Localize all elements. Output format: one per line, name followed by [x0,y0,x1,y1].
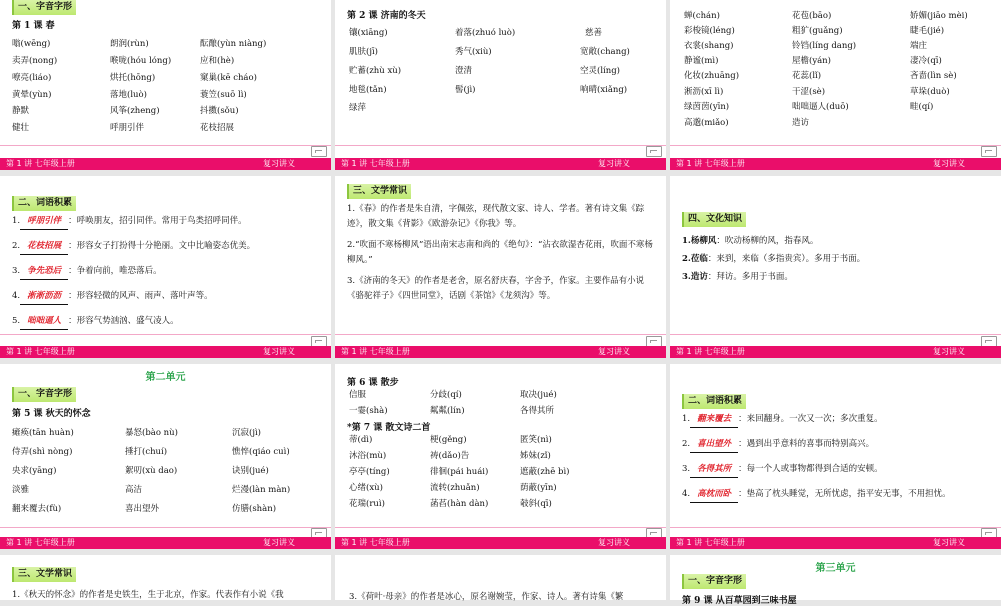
section-header: 一、字音字形 [12,0,76,15]
word: 憔悴(qiáo cuì) [232,447,290,457]
word: 慈善 [585,28,603,38]
slide-footer [670,158,1001,170]
word: 嘹亮(liáo) [12,73,52,83]
slide-3-2[interactable] [335,364,666,549]
word: 干涩(sè) [792,87,826,97]
word: 响晴(xiǎng) [580,85,628,95]
culture-notes [682,232,989,286]
word: 地毯(tǎn) [349,85,387,95]
word: 睫毛(jié) [910,26,945,36]
item-number: 1. [682,414,691,424]
item-number: 5. [12,316,21,326]
footer-left: 第 1 讲 七年级上册 [341,347,410,356]
paragraph: 1.《秋天的怀念》的作者是史铁生，生于北京，作家。代表作有小说《我 [12,590,284,600]
footer-right: 复习讲义 [263,538,295,547]
word: 侍弄(shì nòng) [12,447,73,457]
word: 畦(qí) [910,102,934,112]
word: 娇媚(jiāo mèi) [910,11,968,21]
word: 沉寂(jì) [232,428,261,438]
footer-left: 第 1 讲 七年级上册 [341,159,410,168]
slide-footer [335,346,666,358]
vocab-list [682,412,989,512]
section-header: 一、字音字形 [682,574,746,589]
answer-blank: 呼朋引伴 [20,214,68,230]
lesson-title: 第 1 课 春 [12,21,55,31]
word: 抖擞(sǒu) [200,106,239,116]
footer-right: 复习讲义 [263,159,295,168]
item-number: 2. [682,439,691,449]
word: 化妆(zhuāng) [684,71,740,81]
footer-left: 第 1 讲 七年级上册 [676,159,745,168]
divider [670,145,1001,146]
lesson-title: 第 5 课 秋天的怀念 [12,409,91,419]
slide-1-3[interactable] [670,0,1001,170]
lesson-title: 第 9 课 从百草园到三味书屋 [682,596,797,606]
word: 央求(yāng) [12,466,57,476]
culture-item [682,250,989,268]
slide-2-2[interactable] [335,176,666,358]
slide-3-1[interactable] [0,364,331,549]
culture-item [682,268,989,286]
word: 菡萏(hàn dàn) [430,499,489,509]
section-header: 二、词语积累 [12,196,76,211]
slide-footer [0,346,331,358]
vocab-item [682,487,989,503]
slide-footer [335,158,666,170]
word: 咄咄逼人(duō) [792,102,849,112]
word: 粗犷(guǎng) [792,26,843,36]
paragraph: 2.“吹面不寒杨柳风”语出南宋志南和尚的《绝句》：“沾衣欲湿杏花雨，吹面不寒杨柳风。” [347,240,653,265]
return-icon[interactable] [981,146,997,157]
slide-2-3[interactable] [670,176,1001,358]
word: 瘫痪(tān huàn) [12,428,74,438]
item-number: 3. [12,266,21,276]
term: 2.莅临 [682,254,708,264]
word: 蓑笠(suō lì) [200,90,247,100]
item-number: 4. [682,489,691,499]
word: 风筝(zheng) [110,106,160,116]
definition: ：来到，来临（多指贵宾）。多用于书面。 [707,254,866,264]
paragraph: 3.《荷叶·母亲》的作者是冰心，原名谢婉莹，作家、诗人。著有诗集《繁 [349,592,624,602]
word: 烂漫(làn màn) [232,485,291,495]
definition: ：形容轻微的风声、雨声、落叶声等。 [68,291,213,301]
word: 应和(hè) [200,56,235,66]
word: 攲斜(qī) [520,499,552,509]
section-header: 一、字音字形 [12,387,76,402]
slide-4-3[interactable] [670,555,1001,606]
slide-3-3[interactable] [670,364,1001,549]
vocab-item [12,289,319,305]
answer-blank: 淅淅沥沥 [20,289,68,305]
word: 铃铛(líng dang) [792,41,857,51]
slide-4-1[interactable] [0,555,331,600]
paragraph: 1.《春》的作者是朱自清，字佩弦，现代散文家、诗人、学者。著有诗文集《踪迹》，散文集《背影》《欧游杂记》《你我》等。 [347,204,645,229]
word: 蝉(chán) [684,11,720,21]
word: 喜出望外 [125,504,160,514]
word: 花蕊(lǐ) [792,71,822,81]
word: 卖弄(nong) [12,56,58,66]
word: 沐浴(mù) [349,451,387,461]
word: 髻(jì) [455,85,476,95]
definition: ：拜访。多用于书面。 [707,272,793,282]
return-icon[interactable] [311,146,327,157]
lesson-title: 第 2 课 济南的冬天 [347,11,426,21]
item-number: 1. [12,216,21,226]
word: 端庄 [910,41,928,51]
divider [335,334,666,335]
word: 淡雅 [12,485,30,495]
word: 朗润(rùn) [110,39,149,49]
vocab-item [12,214,319,230]
word: 落地(luò) [110,90,147,100]
unit-title: 第三单元 [815,563,856,574]
word: 高邈(miǎo) [684,118,729,128]
word: 镶(xiāng) [349,28,388,38]
vocab-item [12,264,319,280]
word: 粼粼(lín) [430,406,465,416]
word: 淅沥(xī lì) [684,87,724,97]
word: 取决(jué) [520,390,557,400]
answer-blank: 各得其所 [690,462,738,478]
lesson-title: *第 7 课 散文诗二首 [347,423,431,433]
vocab-item [682,462,989,478]
word: 屋檐(yán) [792,56,831,66]
slide-footer [670,537,1001,549]
slide-1-2[interactable] [335,0,666,170]
word: 澄清 [455,66,473,76]
word: 健壮 [12,123,30,133]
divider [670,527,1001,528]
word: 彩梭镜(léng) [684,26,735,36]
section-header: 三、文学常识 [12,567,76,582]
answer-blank: 花枝招展 [20,239,68,255]
answer-blank: 咄咄逼人 [20,314,68,330]
divider [670,334,1001,335]
slide-1-1[interactable] [0,0,331,170]
footer-right: 复习讲义 [598,159,630,168]
slide-footer [0,158,331,170]
word: 花苞(bāo) [792,11,832,21]
word: 心绪(xù) [349,483,383,493]
answer-blank: 翻来覆去 [690,412,738,428]
word: 嗡(wēng) [12,39,51,49]
lesson-title: 第 6 课 散步 [347,378,399,388]
word: 秀气(xiù) [455,47,492,57]
word: 喉咙(hóu lóng) [110,56,172,66]
word: 仿膳(shàn) [232,504,277,514]
term: 1.杨柳风 [682,236,717,246]
slide-footer [0,537,331,549]
word: 诀别(jué) [232,466,269,476]
footer-right: 复习讲义 [598,347,630,356]
slide-2-1[interactable] [0,176,331,358]
slide-4-2[interactable] [335,555,666,600]
vocab-item [12,314,319,330]
word: 梗(gěng) [430,435,467,445]
word: 呼朋引伴 [110,123,145,133]
word: 捶打(chuí) [125,447,168,457]
word: 絮叨(xù dao) [125,466,178,476]
item-number: 3. [682,464,691,474]
paragraph: 3.《济南的冬天》的作者是老舍，原名舒庆春，字舍予，作家。主要作品有小说《骆驼祥子》《四世同堂》，话剧《茶馆》《龙须沟》等。 [347,276,645,301]
word: 贮蓄(zhù xù) [349,66,402,76]
vocab-item [682,437,989,453]
word: 宽敞(chang) [580,47,630,57]
word: 遮蔽(zhē bì) [520,467,570,477]
word: 着落(zhuó luò) [455,28,516,38]
footer-right: 复习讲义 [933,538,965,547]
word: 酝酿(yùn niàng) [200,39,267,49]
answer-blank: 高枕而卧 [690,487,738,503]
footer-right: 复习讲义 [933,347,965,356]
definition: ：垫高了枕头睡觉，无所忧虑，指平安无事，不用担忧。 [738,489,951,499]
unit-title: 第二单元 [145,372,186,383]
word: 空灵(líng) [580,66,620,76]
answer-blank: 争先恐后 [20,264,68,280]
footer-left: 第 1 讲 七年级上册 [676,538,745,547]
definition: ：吹动杨柳的风，指春风。 [716,236,819,246]
word: 流转(zhuǎn) [430,483,480,493]
footer-right: 复习讲义 [933,159,965,168]
section-header: 二、词语积累 [682,394,746,409]
word: 绿萍 [349,103,367,113]
slide-footer [335,537,666,549]
vocab-list [12,214,319,339]
definition: ：遇到出乎意料的喜事而特别高兴。 [738,439,875,449]
divider [335,145,666,146]
word: 各得其所 [520,406,555,416]
section-header: 三、文学常识 [347,184,411,199]
definition: ：来回翻身。一次又一次；多次重复。 [738,414,883,424]
definition: ：呼唤朋友，招引同伴。常用于鸟类招呼同伴。 [68,216,247,226]
word: 分歧(qí) [430,390,462,400]
word: 花瑞(ruì) [349,499,385,509]
word: 衣裳(shang) [684,41,734,51]
slide-footer [670,346,1001,358]
section-header: 四、文化知识 [682,212,746,227]
word: 徘徊(pái huái) [430,467,489,477]
vocab-item [12,239,319,255]
word: 一霎(shà) [349,406,388,416]
definition: ：形容女子打扮得十分艳丽。文中比喻姿态优美。 [68,241,256,251]
word: 静默 [12,106,30,116]
item-number: 2. [12,241,21,251]
divider [0,145,331,146]
footer-left: 第 1 讲 七年级上册 [341,538,410,547]
word: 吝啬(lìn sè) [910,71,957,81]
word: 静谧(mì) [684,56,719,66]
definition: ：形容气势汹汹、盛气凌人。 [68,316,179,326]
word: 窠巢(kē cháo) [200,73,257,83]
definition: ：每一个人或事物都得到合适的安顿。 [738,464,883,474]
divider [0,334,331,335]
word: 黄晕(yùn) [12,90,52,100]
word: 花枝招展 [200,123,235,133]
footer-right: 复习讲义 [263,347,295,356]
footer-left: 第 1 讲 七年级上册 [6,538,75,547]
footer-left: 第 1 讲 七年级上册 [6,347,75,356]
footer-right: 复习讲义 [598,538,630,547]
literature-notes [347,202,654,310]
footer-left: 第 1 讲 七年级上册 [6,159,75,168]
term: 3.造访 [682,272,708,282]
word: 祷(dǎo)告 [430,451,470,461]
word: 姊妹(zǐ) [520,451,551,461]
footer-left: 第 1 讲 七年级上册 [676,347,745,356]
item-number: 4. [12,291,21,301]
word: 造访 [792,118,810,128]
word: 蒂(dì) [349,435,373,445]
word: 绿茵茵(yīn) [684,102,730,112]
divider [335,527,666,528]
word: 翻来覆去(fù) [12,504,62,514]
vocab-item [682,412,989,428]
word: 肌肤(jī) [349,47,378,57]
word: 暴怒(bào nù) [125,428,178,438]
word: 荫蔽(yīn) [520,483,557,493]
word: 烘托(hōng) [110,73,156,83]
word: 高洁 [125,485,143,495]
culture-item [682,232,989,250]
word: 信服 [349,390,367,400]
return-icon[interactable] [646,146,662,157]
word: 亭亭(tíng) [349,467,390,477]
divider [0,527,331,528]
word: 匿笑(nì) [520,435,552,445]
word: 草垛(duò) [910,87,950,97]
word: 凄冷(qī) [910,56,942,66]
definition: ：争着向前，唯恐落后。 [68,266,162,276]
answer-blank: 喜出望外 [690,437,738,453]
